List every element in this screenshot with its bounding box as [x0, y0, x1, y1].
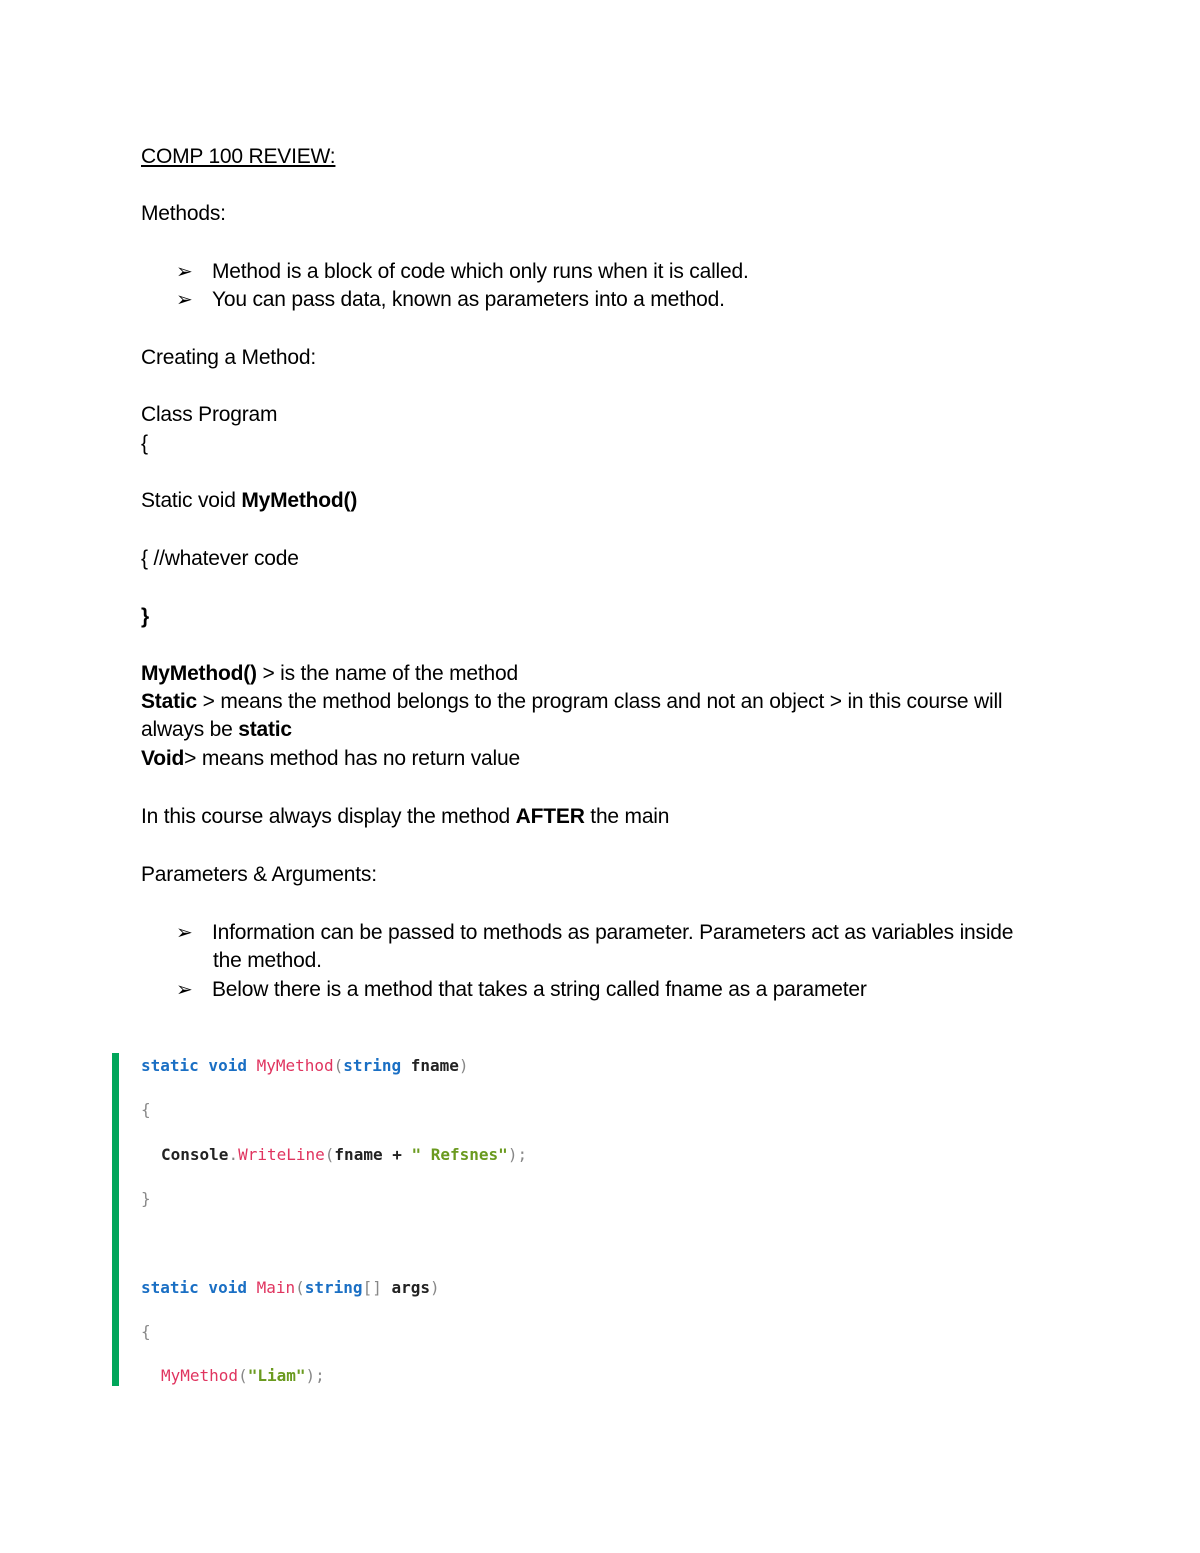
def-static-text: > means the method belongs to the program class and not an object > in this course will [197, 690, 1003, 713]
def-mymethod-text: > is the name of the method [256, 662, 518, 685]
code-function: MyMethod [161, 1366, 239, 1385]
code-punct: ( [238, 1366, 248, 1385]
def-void-text: > means method has no return value [184, 747, 520, 770]
code-punct: ); [305, 1366, 325, 1385]
def-void-term: Void [141, 747, 185, 770]
methods-heading: Methods: [141, 202, 226, 225]
document-title: COMP 100 REVIEW: [141, 145, 336, 168]
class-program-line: Class Program [141, 403, 278, 426]
code-function: Main [256, 1278, 296, 1297]
static-void-name: MyMethod() [241, 489, 358, 512]
code-line-1 [141, 1055, 469, 1077]
code-keyword: static void [141, 1056, 257, 1075]
methods-bullet-2: You can pass data, known as parameters into a method. [212, 288, 725, 311]
code-punct: . [228, 1145, 239, 1164]
close-brace: } [141, 605, 149, 628]
code-identifier: fname [401, 1056, 459, 1075]
code-line-5 [141, 1277, 440, 1299]
code-punct: ( [324, 1145, 335, 1164]
def-static-term: Static [141, 690, 197, 713]
bullet-arrow-icon: ➢ [176, 922, 193, 944]
bullet-arrow-icon: ➢ [176, 261, 193, 283]
params-bullet-1-cont: the method. [213, 949, 322, 972]
whatever-code-line: { //whatever code [141, 547, 299, 570]
code-line-4: } [141, 1189, 151, 1208]
code-punct: ) [430, 1278, 440, 1297]
code-string: " Refsnes" [411, 1145, 508, 1164]
code-punct: ) [458, 1056, 469, 1075]
code-punct: ( [295, 1278, 305, 1297]
def-static-cont [141, 716, 292, 744]
code-line-6: { [141, 1322, 151, 1341]
code-function: WriteLine [238, 1145, 325, 1164]
static-void-line [141, 487, 357, 515]
code-punct: ); [507, 1145, 528, 1164]
code-identifier: fname + [334, 1145, 412, 1164]
open-brace: { [141, 432, 148, 455]
code-identifier: Console [161, 1145, 229, 1164]
after-main-line [141, 803, 669, 831]
creating-heading: Creating a Method: [141, 346, 317, 369]
code-line-3 [161, 1144, 527, 1166]
bullet-arrow-icon: ➢ [176, 979, 193, 1001]
def-static-cont-bold: static [238, 718, 292, 741]
params-heading: Parameters & Arguments: [141, 863, 377, 886]
def-mymethod [141, 660, 518, 688]
def-mymethod-term: MyMethod() [141, 662, 257, 685]
params-bullet-1: Information can be passed to methods as parameter. Parameters act as variables inside [212, 921, 1014, 944]
code-function: MyMethod [256, 1056, 334, 1075]
code-block-accent-bar [112, 1053, 119, 1386]
def-void [141, 745, 520, 773]
code-punct: ( [333, 1056, 344, 1075]
code-keyword: string [343, 1056, 402, 1075]
after-line-suffix: the main [584, 805, 670, 828]
bullet-arrow-icon: ➢ [176, 289, 193, 311]
def-static [141, 688, 1002, 716]
static-void-prefix: Static void [141, 489, 242, 512]
code-punct: [] [362, 1278, 382, 1297]
code-identifier: args [381, 1278, 430, 1297]
code-keyword: string [304, 1278, 363, 1297]
code-line-2: { [141, 1100, 151, 1119]
params-bullet-2: Below there is a method that takes a string called fname as a parameter [212, 978, 867, 1001]
def-static-cont-prefix: always be [141, 718, 239, 741]
code-string: "Liam" [247, 1366, 306, 1385]
code-keyword: static void [141, 1278, 257, 1297]
after-line-prefix: In this course always display the method [141, 805, 516, 828]
after-line-bold: AFTER [515, 805, 585, 828]
methods-bullet-1: Method is a block of code which only runs when it is called. [212, 260, 749, 283]
code-line-7 [161, 1365, 325, 1387]
